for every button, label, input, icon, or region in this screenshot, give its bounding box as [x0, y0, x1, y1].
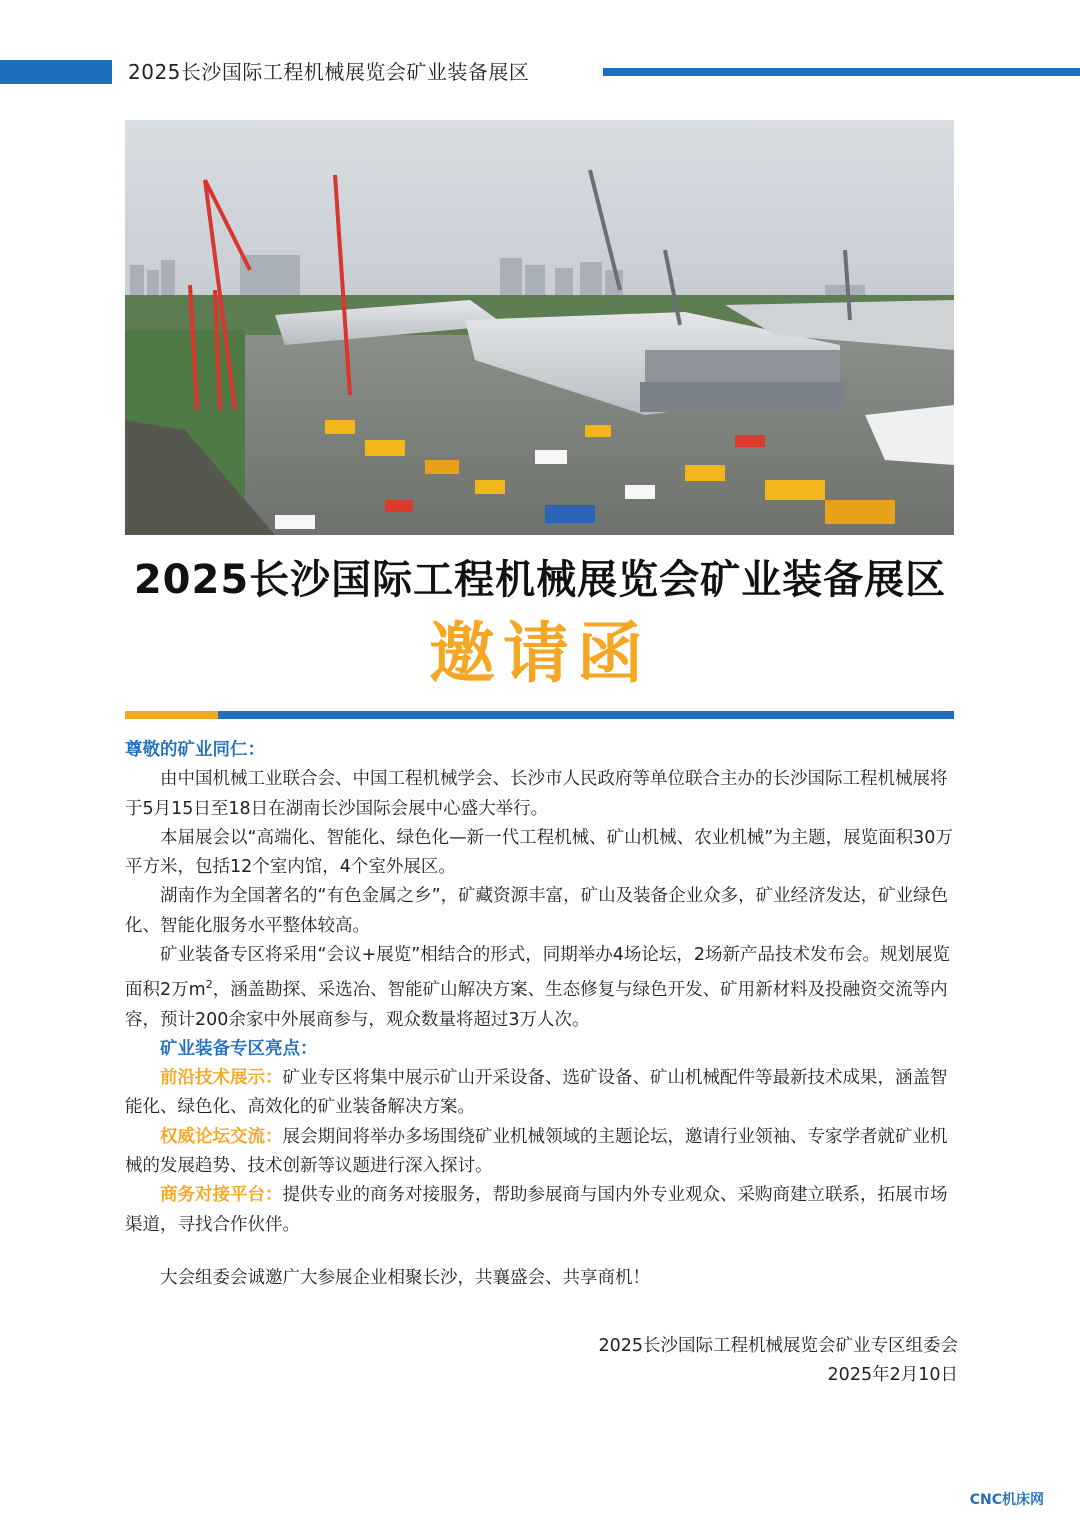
highlight-forum-label: 权威论坛交流：	[160, 1126, 283, 1147]
exhibition-aerial-photo	[125, 120, 954, 535]
header-bar-right	[603, 68, 1080, 76]
highlight-business-label: 商务对接平台：	[160, 1185, 283, 1206]
signature-org: 2025长沙国际工程机械展览会矿业专区组委会	[598, 1336, 958, 1356]
paragraph-hunan: 湖南作为全国著名的“有色金属之乡”，矿藏资源丰富，矿山及装备企业众多，矿业经济发达，矿业绿色化、智能化服务水平整体较高。	[125, 886, 949, 936]
divider-blue-segment	[218, 711, 954, 719]
paragraph-mining-zone-text-a: 矿业装备专区将采用“会议+展览”相结合的形式，同期举办4场论坛，2场新产品技术发布会。规划展览面积2万m	[125, 945, 951, 1001]
paragraph-intro: 由中国机械工业联合会、中国工程机械学会、长沙市人民政府等单位联合主办的长沙国际工程机械展将于5月15日至18日在湖南长沙国际会展中心盛大举行。	[125, 769, 948, 819]
signature-block	[598, 1332, 958, 1390]
signature-date: 2025年2月10日	[827, 1365, 958, 1385]
highlight-business-text: 提供专业的商务对接服务，帮助参展商与国内外专业观众、采购商建立联系，拓展市场渠道，寻找合作伙伴。	[125, 1185, 948, 1235]
title-divider	[125, 711, 954, 719]
closing-line: 大会组委会诚邀广大参展企业相聚长沙，共襄盛会、共享商机！	[160, 1268, 650, 1288]
main-title: 2025长沙国际工程机械展览会矿业装备展区	[133, 557, 947, 603]
highlight-business	[125, 1181, 955, 1240]
paragraph-mining-zone-text-b: ，涵盖勘探、采选冶、智能矿山解决方案、生态修复与绿色开发、矿用新材料及投融资交流等内容，预计200余家中外展商参与，观众数量将超过3万人次。	[125, 980, 948, 1030]
highlight-tech-text: 矿业专区将集中展示矿山开采设备、选矿设备、矿山机械配件等最新技术成果，涵盖智能化、绿色化、高效化的矿业装备解决方案。	[125, 1068, 948, 1118]
invitation-title: 邀请函	[429, 615, 651, 692]
divider-orange-segment	[125, 711, 218, 719]
highlight-tech	[125, 1064, 955, 1123]
highlight-tech-label: 前沿技术展示：	[160, 1068, 283, 1089]
letter-body	[125, 736, 955, 1240]
area-unit-superscript: 2	[205, 978, 213, 992]
header-title: 2025长沙国际工程机械展览会矿业装备展区	[128, 60, 530, 84]
paragraph-theme: 本届展会以“高端化、智能化、绿色化—新一代工程机械、矿山机械、农业机械”为主题，展览面积30万平方米，包括12个室内馆，4个室外展区。	[125, 827, 953, 878]
watermark-logo-text: CNC机床网	[969, 1492, 1044, 1508]
highlight-forum	[125, 1123, 955, 1182]
paragraph-mining-zone	[125, 941, 955, 1035]
highlights-heading: 矿业装备专区亮点：	[160, 1038, 318, 1059]
header-bar-left	[0, 60, 112, 84]
highlight-forum-text: 展会期间将举办多场围绕矿业机械领域的主题论坛，邀请行业领袖、专家学者就矿业机械的发展趋势、技术创新等议题进行深入探讨。	[125, 1126, 948, 1176]
salutation: 尊敬的矿业同仁：	[125, 740, 265, 760]
